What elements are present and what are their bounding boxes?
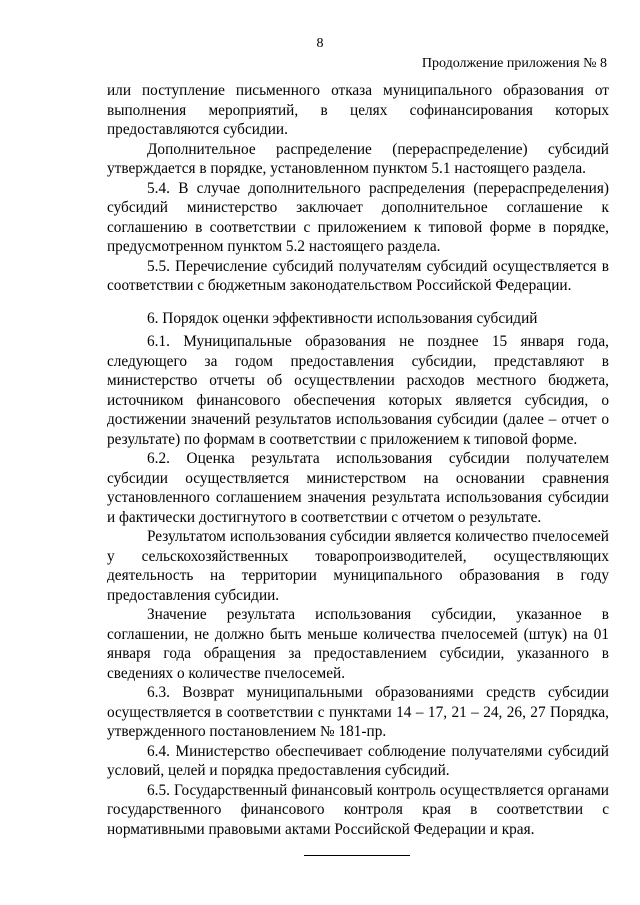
section-6-heading: 6. Порядок оценки эффективности использования субсидий bbox=[147, 309, 538, 327]
paragraph-5-5: 5.5. Перечисление субсидий получателям субсидий осуществляется в соответствии с бюджетным законодательством Российской Федерации. bbox=[107, 257, 609, 294]
page-number: 8 bbox=[316, 36, 324, 51]
paragraph-5-4: 5.4. В случае дополнительного распределения (перераспределения) субсидий министерство заключает дополнительное соглашение к соглашению в соответствии с приложением к типовой форме в порядке, предусмотренном пунктом 5.2 настоящего раздела. bbox=[107, 179, 609, 255]
paragraph-6-5: 6.5. Государственный финансовый контроль осуществляется органами государственного финансового контроля края в соответствии с нормативными правовыми актами Российской Федерации и края. bbox=[107, 781, 609, 838]
paragraph-continuation: или поступление письменного отказа муниципального образования от выполнения мероприятий, в целях софинансирования которых предоставляются субсидии. bbox=[107, 82, 609, 138]
paragraph-6-3: 6.3. Возврат муниципальными образованиями средств субсидии осуществляется в соответствии с пунктами 14 – 17, 21 – 24, 26, 27 Порядка, утвержденного постановлением № 181-пр. bbox=[107, 684, 609, 740]
paragraph-6-1: 6.1. Муниципальные образования не позднее 15 января года, следующего за годом предоставления субсидии, представляют в министерство отчеты об осуществлении расходов местного бюджета, источником финансового обеспечения которых является субсидия, о достижении значений результатов использования субсидии (далее – отчет о результате) по формам в соответствии с приложением к типовой форме. bbox=[107, 333, 609, 448]
spacer bbox=[107, 296, 609, 309]
paragraph-result-value: Значение результата использования субсидии, указанное в соглашении, не должно быть меньше количества пчелосемей (штук) на 01 января года обращения за предоставлением субсидии, указанного в сведениях о количестве пчелосемей. bbox=[107, 606, 609, 682]
paragraph-6-2: 6.2. Оценка результата использования субсидии получателем субсидии осуществляется министерством на основании сравнения установленного соглашением значения результата использования субсидии и фактически достигнутого в соответствии с отчетом о результате. bbox=[107, 450, 609, 526]
document-body bbox=[107, 81, 609, 856]
paragraph-6-4: 6.4. Министерство обеспечивает соблюдение получателями субсидий условий, целей и порядка предоставления субсидий. bbox=[107, 742, 609, 779]
end-of-document-rule bbox=[304, 855, 410, 856]
paragraph-redistribution: Дополнительное распределение (перераспределение) субсидий утверждается в порядке, установленном пунктом 5.1 настоящего раздела. bbox=[107, 140, 609, 177]
running-header: Продолжение приложения № 8 bbox=[421, 56, 607, 71]
paragraph-result-definition: Результатом использования субсидии является количество пчелосемей у сельскохозяйственных товаропроизводителей, осуществляющих деятельность на территории муниципального образования в году предоставления субсидии. bbox=[107, 528, 609, 604]
